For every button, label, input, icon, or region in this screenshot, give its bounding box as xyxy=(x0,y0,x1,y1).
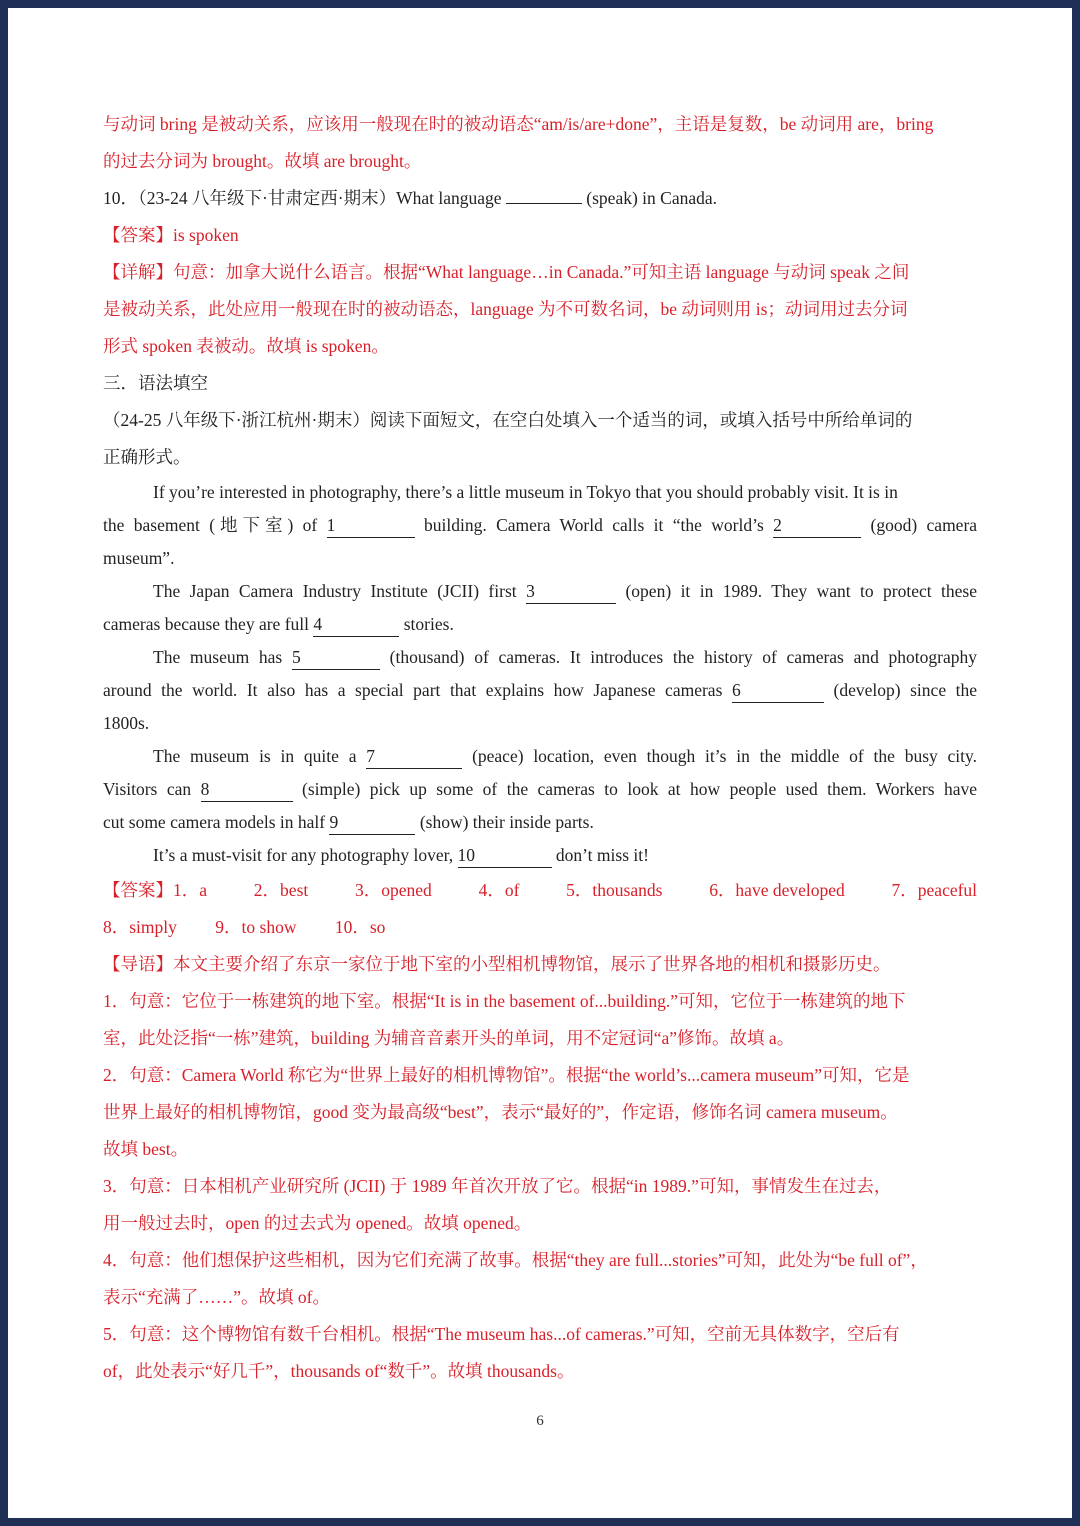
answer-item: 6．have developed xyxy=(709,880,845,900)
answer-item: 5．thousands xyxy=(566,880,663,900)
explanation-line: 的过去分词为 brought。故填 are brought。 xyxy=(103,151,422,171)
passage-line: museum”. xyxy=(103,548,175,568)
answer-item: 2．best xyxy=(253,880,309,900)
explanation-4: 表示“充满了……”。故填 of。 xyxy=(103,1287,330,1307)
passage xyxy=(103,476,977,872)
answer-item: 1．a xyxy=(173,880,208,900)
answer-item: 3．opened xyxy=(355,880,432,900)
answer-key xyxy=(103,872,977,909)
passage-line: It’s a must-visit for any photography lover, 10 don’t miss it! xyxy=(103,839,977,872)
blank-4: 4 xyxy=(313,612,399,637)
question-10 xyxy=(103,180,977,217)
blank-7: 7 xyxy=(366,744,462,769)
question-10-answer: 【答案】is spoken xyxy=(103,225,239,245)
page-number: 6 xyxy=(536,1413,544,1429)
passage-line: cut some camera models in half 9 (show) their inside parts. xyxy=(103,806,977,839)
answer-item: 9．to show xyxy=(215,917,297,937)
question-10-explanation: 是被动关系，此处应用一般现在时的被动语态，language 为不可数名词，be 动词则用 is；动词用过去分词 xyxy=(103,299,908,319)
page-content xyxy=(103,106,977,1390)
answer-item: 10．so xyxy=(334,917,386,937)
question-10-prefix: 10．（23-24 八年级下·甘肃定西·期末）What language xyxy=(103,188,502,208)
explanation-2: 世界上最好的相机博物馆，good 变为最高级“best”，表示“最好的”，作定语，修饰名词 camera museum。 xyxy=(103,1102,898,1122)
explanation-1: 室，此处泛指“一栋”建筑，building 为辅音音素开头的单词，用不定冠词“a”修饰。故填 a。 xyxy=(103,1028,795,1048)
explanation-5: of，此处表示“好几千”，thousands of“数千”。故填 thousands。 xyxy=(103,1361,575,1381)
explanation-5: 5．句意：这个博物馆有数千台相机。根据“The museum has...of cameras.”可知，空前无具体数字，空后有 xyxy=(103,1324,900,1344)
explanation-3: 用一般过去时，open 的过去式为 opened。故填 opened。 xyxy=(103,1213,532,1233)
section-instructions: 正确形式。 xyxy=(103,447,191,467)
answer-label: 【答案】 xyxy=(103,880,173,900)
passage-line: 1800s. xyxy=(103,713,150,733)
blank-3: 3 xyxy=(526,579,616,604)
section-heading: 三．语法填空 xyxy=(103,373,208,393)
question-10-explanation: 【详解】句意：加拿大说什么语言。根据“What language…in Canada.”可知主语 language 与动词 speak 之间 xyxy=(103,262,910,282)
passage-line: If you’re interested in photography, there’s a little museum in Tokyo that you should probably visit. It is in xyxy=(153,482,898,502)
passage-line: around the world. It also has a special part that explains how Japanese cameras 6 (develop) since the xyxy=(103,674,977,707)
passage-line: The Japan Camera Industry Institute (JCII) first 3 (open) it in 1989. They want to protect these xyxy=(103,575,977,608)
blank-8: 8 xyxy=(201,777,293,802)
explanation-2: 故填 best。 xyxy=(103,1139,189,1159)
section-instructions: （24-25 八年级下·浙江杭州·期末）阅读下面短文，在空白处填入一个适当的词，或填入括号中所给单词的 xyxy=(103,410,913,430)
answer-blank xyxy=(506,203,582,204)
passage-line: The museum has 5 (thousand) of cameras. It introduces the history of cameras and photography xyxy=(103,641,977,674)
blank-1: 1 xyxy=(327,513,415,538)
blank-6: 6 xyxy=(732,678,824,703)
explanation-line: 与动词 bring 是被动关系，应该用一般现在时的被动语态“am/is/are+done”，主语是复数，be 动词用 are，bring xyxy=(103,114,934,134)
question-10-suffix: (speak) in Canada. xyxy=(586,188,718,208)
explanation-1: 1．句意：它位于一栋建筑的地下室。根据“It is in the basement of...building.”可知，它位于一栋建筑的地下 xyxy=(103,991,906,1011)
guide-text: 【导语】本文主要介绍了东京一家位于地下室的小型相机博物馆，展示了世界各地的相机和摄影历史。 xyxy=(103,954,891,974)
blank-10: 10 xyxy=(458,843,552,868)
question-10-explanation: 形式 spoken 表被动。故填 is spoken。 xyxy=(103,336,389,356)
explanation-2: 2．句意：Camera World 称它为“世界上最好的相机博物馆”。根据“the world’s...camera museum”可知，它是 xyxy=(103,1065,910,1085)
answer-item: 4．of xyxy=(478,880,520,900)
blank-2: 2 xyxy=(773,513,861,538)
passage-line: the basement (地下室) of 1 building. Camera World calls it “the world’s 2 (good) camera xyxy=(103,509,977,542)
passage-line: The museum is in quite a 7 (peace) location, even though it’s in the middle of the busy city. xyxy=(103,740,977,773)
answer-key xyxy=(103,909,977,946)
passage-line: Visitors can 8 (simple) pick up some of the cameras to look at how people used them. Workers have xyxy=(103,773,977,806)
passage-line: cameras because they are full 4 stories. xyxy=(103,608,977,641)
document-page xyxy=(8,8,1072,1518)
explanation-4: 4．句意：他们想保护这些相机，因为它们充满了故事。根据“they are full...stories”可知，此处为“be full of”， xyxy=(103,1250,928,1270)
blank-5: 5 xyxy=(292,645,380,670)
answer-item: 8．simply xyxy=(103,917,177,937)
explanation-3: 3．句意：日本相机产业研究所 (JCII) 于 1989 年首次开放了它。根据“in 1989.”可知，事情发生在过去， xyxy=(103,1176,892,1196)
answer-item: 7．peaceful xyxy=(891,880,978,900)
blank-9: 9 xyxy=(329,810,415,835)
